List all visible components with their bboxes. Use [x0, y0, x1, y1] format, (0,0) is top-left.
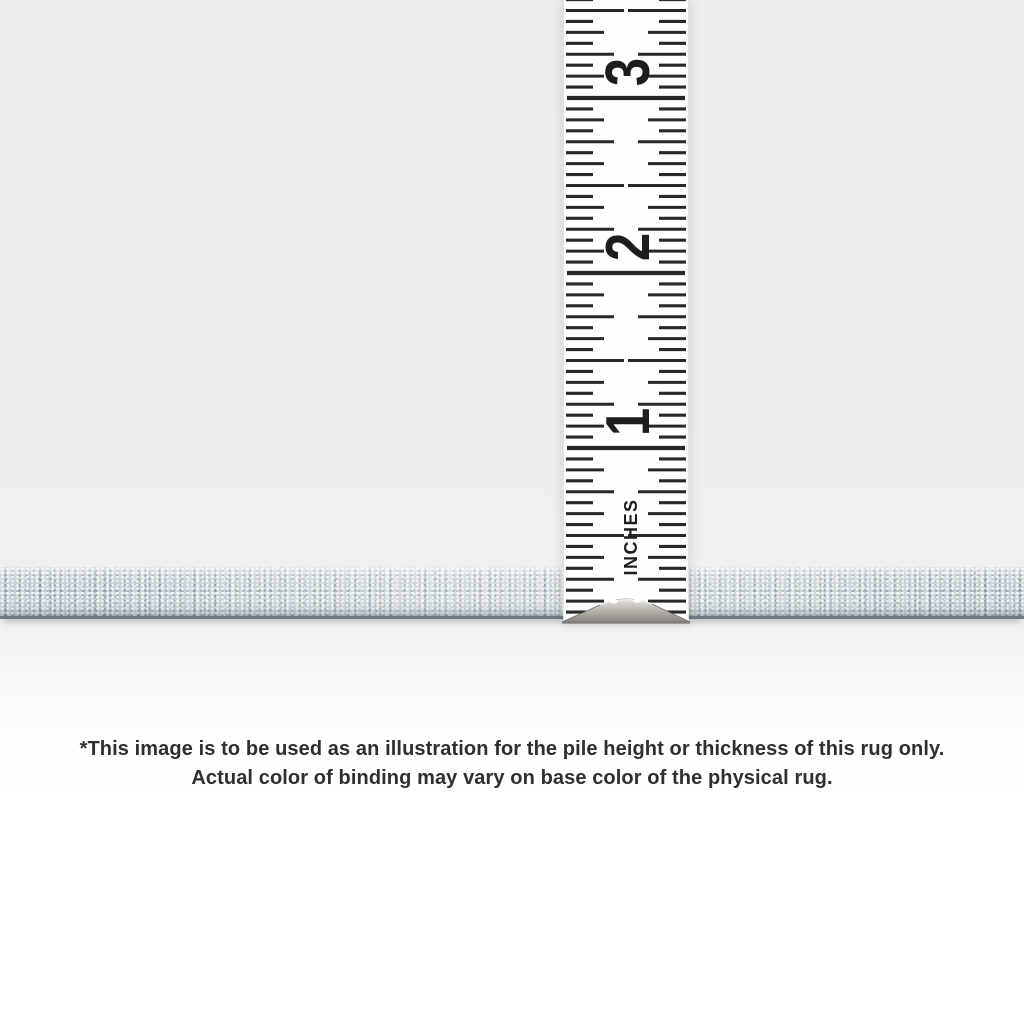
- inches-unit-label: INCHES: [620, 498, 641, 576]
- disclaimer-note: [0, 735, 1024, 793]
- rug-edge: [0, 567, 1024, 619]
- inch-label-3: 3: [594, 57, 663, 87]
- inch-label-2: 2: [594, 232, 663, 262]
- tape-end-hook-icon: [558, 592, 694, 626]
- disclaimer-line-1: *This image is to be used as an illustration for the pile height or thickness of this rug only.: [79, 738, 945, 760]
- disclaimer-line-2: Actual color of binding may vary on base color of the physical rug.: [191, 767, 833, 789]
- measuring-tape: [563, 0, 689, 622]
- inch-label-1: 1: [594, 407, 663, 437]
- studio-floor: [0, 618, 1024, 1024]
